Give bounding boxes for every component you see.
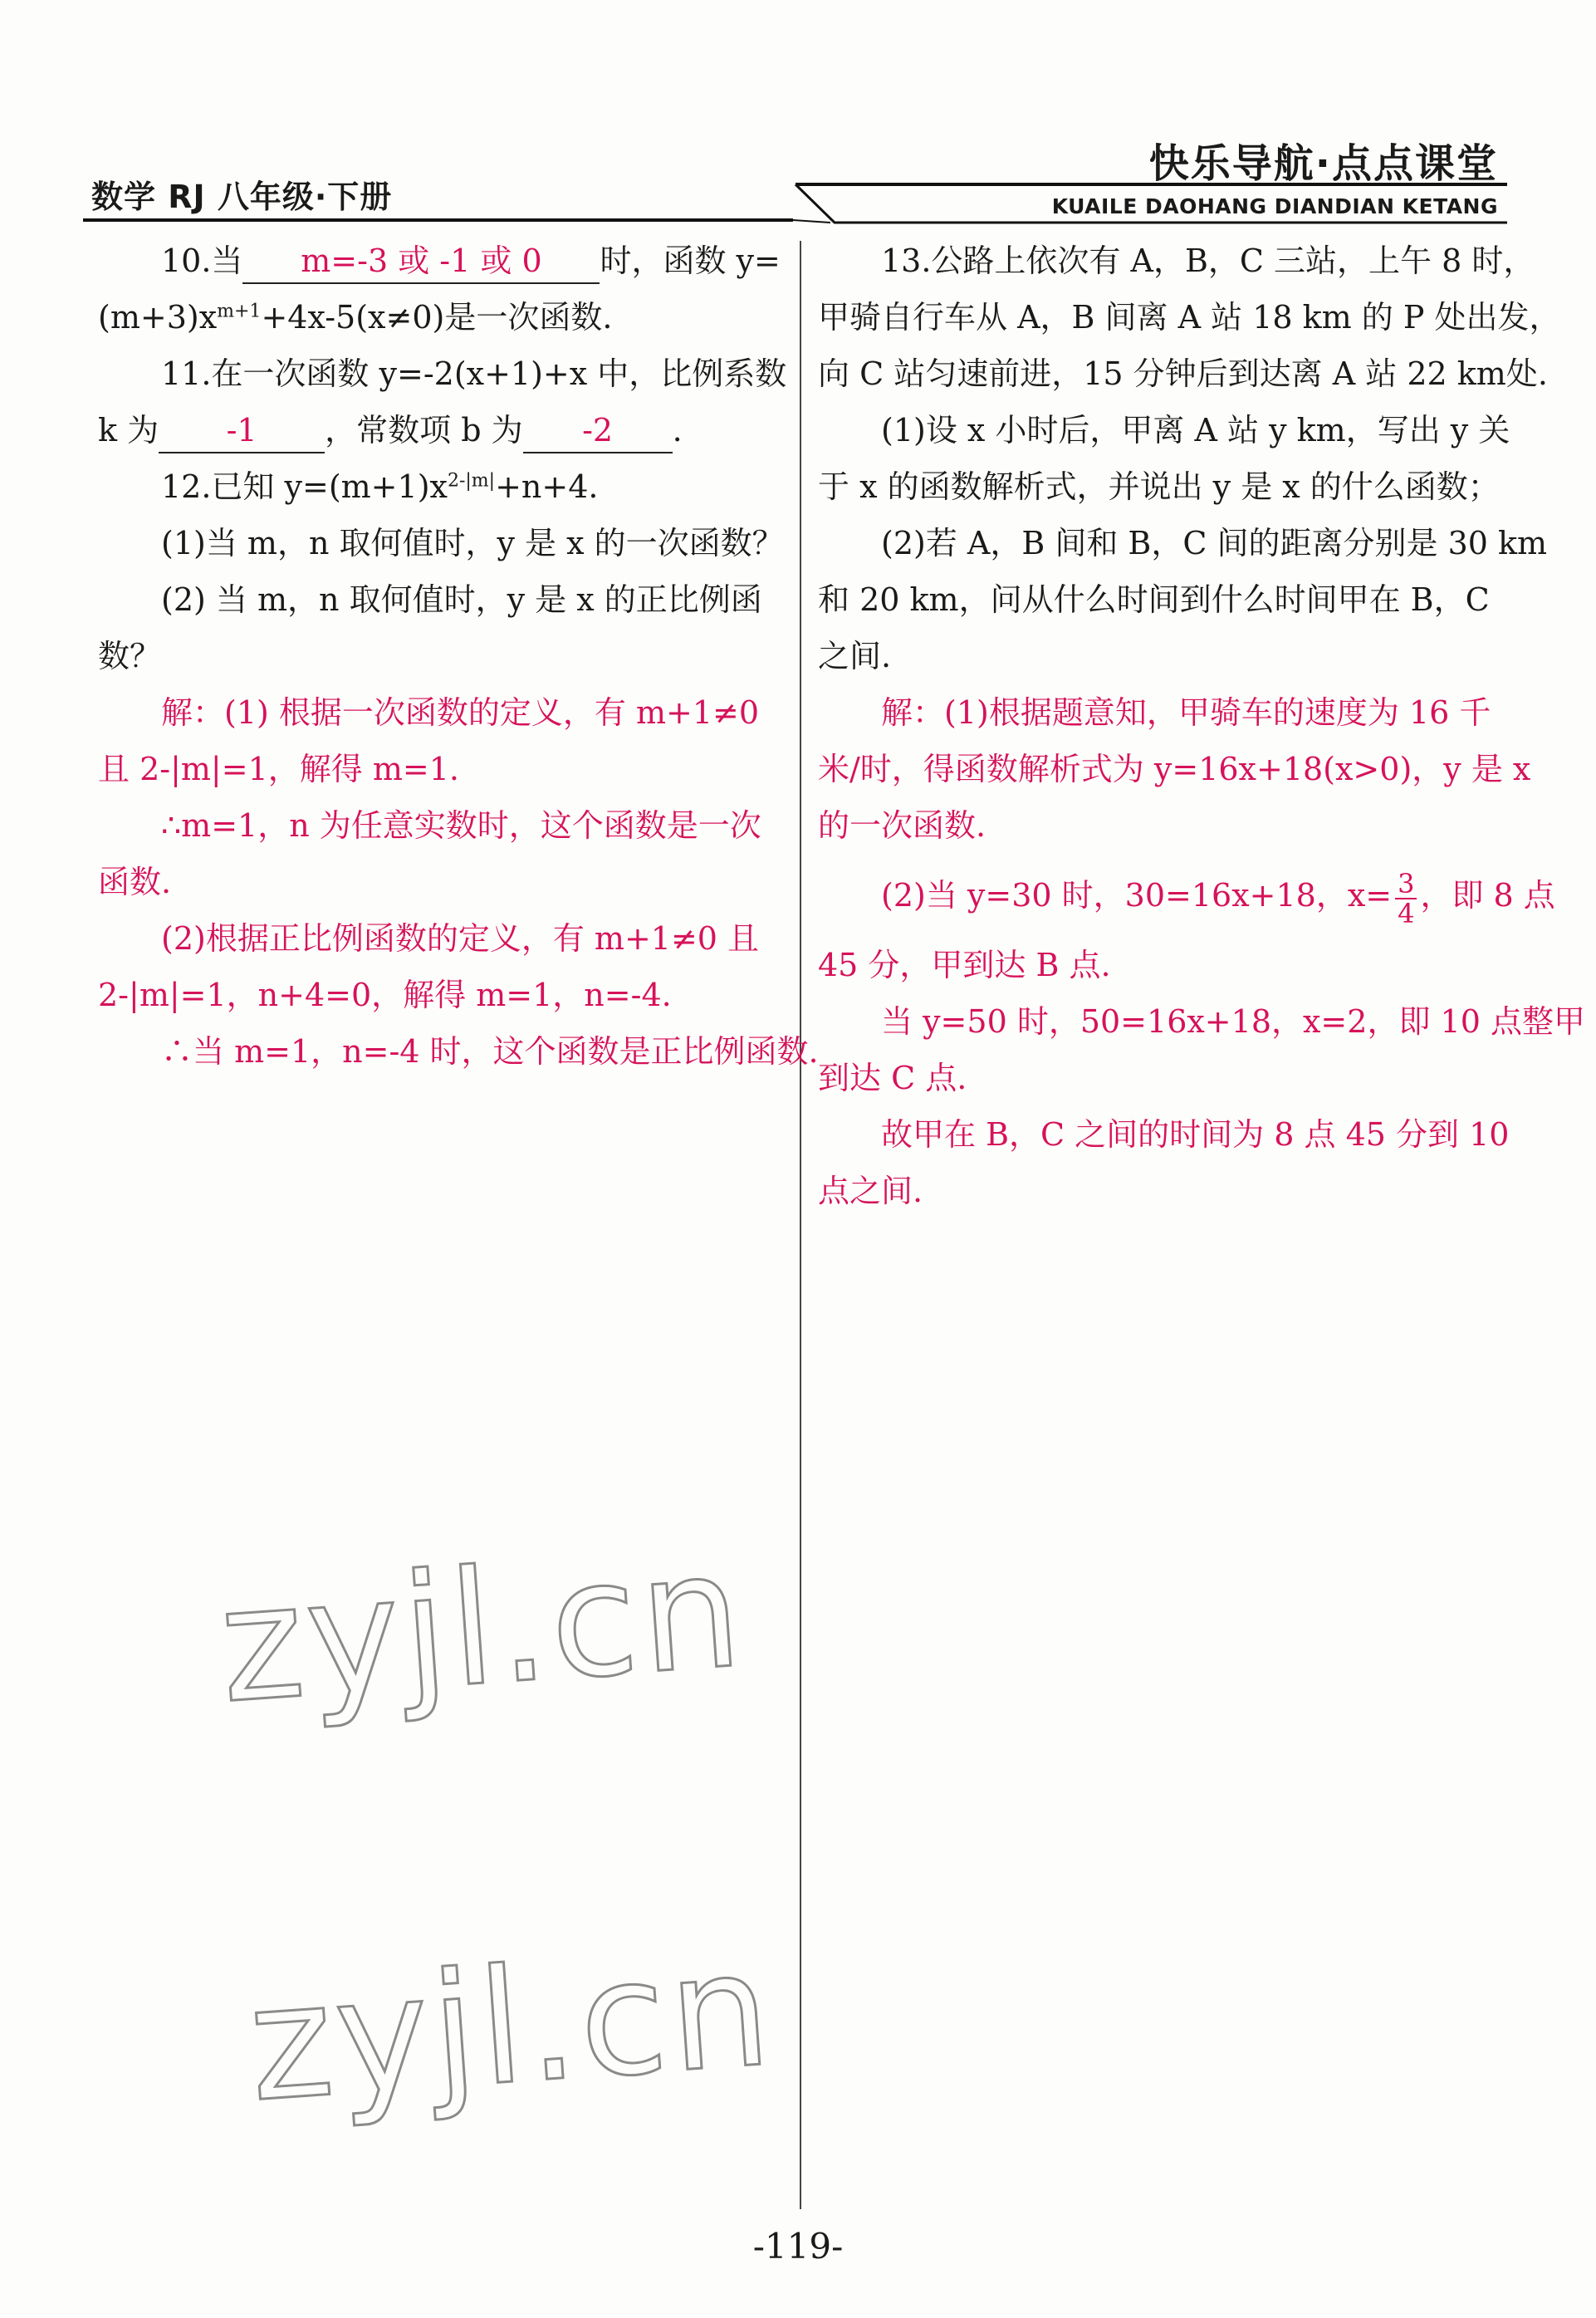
q13-solution-line: 的一次函数. — [818, 807, 986, 844]
q13-line: 甲骑自行车从 A，B 间离 A 站 18 km 的 P 处出发， — [818, 299, 1561, 336]
q12-part-1: (1)当 m，n 取何值时，y 是 x 的一次函数？ — [161, 525, 784, 561]
q12-stem: 12.已知 $y=(m+1)x^{2-|m|}+n+4$. — [161, 468, 599, 505]
q13-line: 向 C 站匀速前进，15 分钟后到达离 A 站 22 km处. — [818, 355, 1548, 392]
q12-solution-line: 解：(1) 根据一次函数的定义，有 m+1≠0 — [161, 694, 760, 731]
page-number: -119- — [752, 2226, 844, 2267]
q12-part-2-cont: 数？ — [98, 638, 162, 674]
q10-answer-blank: m=-3 或 -1 或 0 — [242, 241, 600, 284]
q11-answer-blank-k: -1 — [159, 410, 325, 453]
column-divider — [800, 241, 801, 2209]
q13-solution-line: 45 分，甲到达 B 点. — [818, 947, 1111, 983]
q12-solution-line: 2-|m|=1，n+4=0，解得 m=1，n=-4. — [98, 977, 672, 1013]
left-column — [98, 233, 819, 1080]
q10-line-1: 10.当 m=-3 或 -1 或 0 时，函数 y= — [98, 233, 777, 289]
watermark: zyjl.cn — [243, 1917, 779, 2137]
q12-solution-line: 函数. — [98, 864, 172, 900]
q13-line: 13.公路上依次有 A，B，C 三站，上午 8 时， — [881, 243, 1535, 279]
q13-solution-line: 到达 C 点. — [818, 1060, 967, 1096]
q12-solution-line: ∴当 m=1，n=-4 时，这个函数是正比例函数. — [161, 1033, 819, 1070]
watermark: zyjl.cn — [214, 1518, 750, 1738]
q13-line: 之间. — [818, 638, 892, 674]
series-subtitle: KUAILE DAOHANG DIANDIAN KETANG — [1051, 194, 1498, 218]
series-title: 快乐导航·点点课堂 — [1148, 140, 1498, 187]
q13-solution-line: 解：(1)根据题意知，甲骑车的速度为 16 千 — [881, 694, 1491, 731]
q13-solution-line: 故甲在 B，C 之间的时间为 8 点 45 分到 10 — [881, 1116, 1510, 1153]
q12-part-2: (2) 当 m，n 取何值时，y 是 x 的正比例函 — [161, 581, 762, 618]
q10-line-2: $(m+3)x^{m+1}+4x-5(x\ne 0)$是一次函数. — [98, 299, 613, 336]
fraction: $\frac{3}{4}$ — [1395, 870, 1417, 928]
q11-line-2: k 为 -1 ，常数项 b 为 -2 . — [98, 402, 777, 458]
q13-solution-line: 米/时，得函数解析式为 y=16x+18(x>0)，y 是 x — [818, 751, 1531, 787]
q11-line-1: 11.在一次函数 y=-2(x+1)+x 中，比例系数 — [161, 355, 787, 392]
q12-solution-line: (2)根据正比例函数的定义，有 m+1≠0 且 — [161, 920, 760, 957]
q11-answer-blank-b: -2 — [523, 410, 673, 453]
book-title: 数学 RJ 八年级·下册 — [91, 179, 393, 215]
q12-solution-line: 且 2-|m|=1，解得 m=1. — [98, 751, 459, 787]
q13-line: 和 20 km，问从什么时间到什么时间甲在 B，C — [818, 581, 1490, 618]
q13-solution-line: 点之间. — [818, 1173, 923, 1209]
q13-solution-line: (2)当 y=30 时，30=16x+18，x= $\frac{3}{4}$ ，即 8 点 — [881, 867, 1555, 929]
q13-line: (2)若 A，B 间和 B，C 间的距离分别是 30 km — [881, 525, 1548, 561]
q13-line: 于 x 的函数解析式，并说出 y 是 x 的什么函数； — [818, 468, 1500, 505]
right-column — [818, 233, 1585, 1219]
q13-solution-line: 当 y=50 时，50=16x+18，x=2，即 10 点整甲 — [881, 1003, 1585, 1040]
q13-line: (1)设 x 小时后，甲离 A 站 y km，写出 y 关 — [881, 412, 1510, 448]
q12-solution-line: ∴m=1，n 为任意实数时，这个函数是一次 — [161, 807, 761, 844]
